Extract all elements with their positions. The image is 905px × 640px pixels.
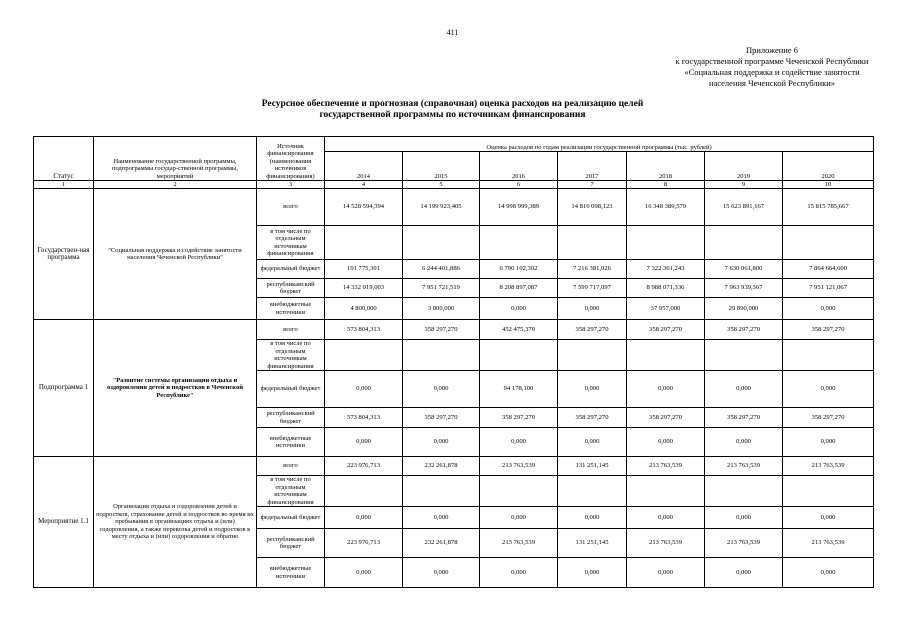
- source-incl: в том числе по отдельным источникам финансирования: [257, 226, 325, 260]
- value-cell: 358 297,270: [403, 320, 480, 340]
- value-cell: 0,000: [705, 371, 783, 408]
- value-cell: 358 297,270: [403, 408, 480, 428]
- value-cell: 223 976,713: [325, 529, 403, 558]
- value-cell: 0,000: [480, 428, 558, 457]
- value-cell: 573 804,313: [325, 408, 403, 428]
- value-cell: 0,000: [783, 298, 874, 320]
- value-cell: 7 951 721,519: [403, 279, 480, 298]
- value-cell: 358 297,270: [558, 320, 627, 340]
- value-cell: 7 864 664,600: [783, 260, 874, 279]
- financing-table: [33, 136, 874, 588]
- source-federal: федеральный бюджет: [257, 371, 325, 408]
- value-cell: 213 763,539: [783, 529, 874, 558]
- value-cell: 15 815 785,667: [783, 189, 874, 226]
- value-cell: 452 475,370: [480, 320, 558, 340]
- value-cell: 232 261,878: [403, 529, 480, 558]
- header-year: 2015: [403, 152, 480, 181]
- value-cell: 358 297,270: [705, 408, 783, 428]
- source-republic: республиканский бюджет: [257, 279, 325, 298]
- index-cell: 7: [558, 181, 627, 189]
- source-republic: республиканский бюджет: [257, 529, 325, 558]
- row-name: "Социальная поддержка и содействие занятости населения Чеченской Республики": [94, 189, 257, 320]
- value-cell: 0,000: [325, 507, 403, 529]
- value-cell: 213 763,539: [480, 457, 558, 476]
- source-federal: федеральный бюджет: [257, 507, 325, 529]
- source-total: всего: [257, 320, 325, 340]
- value-cell: 6 244 401,886: [403, 260, 480, 279]
- value-cell: 0,000: [705, 507, 783, 529]
- header-year: 2014: [325, 152, 403, 181]
- index-cell: 9: [705, 181, 783, 189]
- index-cell: 4: [325, 181, 403, 189]
- value-cell: 0,000: [403, 558, 480, 588]
- value-cell: 358 297,270: [480, 408, 558, 428]
- header-year: 2016: [480, 152, 558, 181]
- value-cell: 0,000: [783, 558, 874, 588]
- row-status: Мероприятие 1.1: [34, 457, 94, 588]
- value-cell: 7 216 381,026: [558, 260, 627, 279]
- source-offbudget: внебюджетные источники: [257, 298, 325, 320]
- value-cell: 0,000: [480, 507, 558, 529]
- value-cell: 14 528 594,394: [325, 189, 403, 226]
- value-cell: 16 348 389,579: [627, 189, 705, 226]
- index-cell: 1: [34, 181, 94, 189]
- value-cell: 0,000: [558, 298, 627, 320]
- value-cell: 213 763,539: [480, 529, 558, 558]
- source-federal: федеральный бюджет: [257, 260, 325, 279]
- source-total: всего: [257, 189, 325, 226]
- value-cell: 213 763,539: [705, 529, 783, 558]
- index-cell: 5: [403, 181, 480, 189]
- row-status: Подпрограмма 1: [34, 320, 94, 457]
- value-cell: 0,000: [783, 507, 874, 529]
- header-name: Наименование государственной программы, подпрограммы государ-ственной программы, мероприятий: [94, 137, 257, 181]
- table-row: [34, 320, 874, 340]
- value-cell: 15 623 891,167: [705, 189, 783, 226]
- row-name: Организация отдыха и оздоровления детей и подростков, страхование детей и подростков во время их пребывания в организациях отдыха и (или) оздоровления, а также перевозка детей и подростков к месту отдыха и (или) оздоровления и обратно: [94, 457, 257, 588]
- value-cell: 0,000: [558, 371, 627, 408]
- index-cell: 2: [94, 181, 257, 189]
- source-offbudget: внебюджетные источники: [257, 428, 325, 457]
- appendix-line: к государственной программе Чеченской Республики: [675, 56, 869, 66]
- value-cell: 213 763,539: [705, 457, 783, 476]
- value-cell: 8 988 071,336: [627, 279, 705, 298]
- value-cell: 223 976,713: [325, 457, 403, 476]
- value-cell: 7 599 717,097: [558, 279, 627, 298]
- value-cell: 0,000: [783, 428, 874, 457]
- value-cell: 0,000: [627, 507, 705, 529]
- appendix-line: Приложение 6: [746, 45, 798, 55]
- value-cell: 131 251,145: [558, 529, 627, 558]
- value-cell: 0,000: [480, 558, 558, 588]
- table-row: [34, 189, 874, 226]
- index-cell: 10: [783, 181, 874, 189]
- table-row: [34, 457, 874, 476]
- value-cell: 7 951 121,067: [783, 279, 874, 298]
- value-cell: 37 957,000: [627, 298, 705, 320]
- value-cell: 358 297,270: [558, 408, 627, 428]
- value-cell: 0,000: [558, 507, 627, 529]
- value-cell: 3 800,000: [403, 298, 480, 320]
- value-cell: 0,000: [558, 558, 627, 588]
- value-cell: 8 208 897,087: [480, 279, 558, 298]
- value-cell: 0,000: [403, 371, 480, 408]
- value-cell: 0,000: [325, 428, 403, 457]
- index-cell: 6: [480, 181, 558, 189]
- value-cell: 0,000: [325, 558, 403, 588]
- value-cell: 0,000: [480, 298, 558, 320]
- value-cell: 0,000: [403, 507, 480, 529]
- source-offbudget: внебюджетные источники: [257, 558, 325, 588]
- appendix-line: «Социальная поддержка и содействие занятости: [684, 67, 860, 77]
- value-cell: 7 322 361,243: [627, 260, 705, 279]
- value-cell: 0,000: [705, 428, 783, 457]
- value-cell: 0,000: [627, 558, 705, 588]
- appendix-line: населения Чеченской Республики»: [708, 78, 836, 88]
- index-cell: 3: [257, 181, 325, 189]
- value-cell: 0,000: [783, 371, 874, 408]
- row-status: Государствен-ная программа: [34, 189, 94, 320]
- value-cell: 4 800,000: [325, 298, 403, 320]
- value-cell: 6 790 102,302: [480, 260, 558, 279]
- header-source: Источник финансирования (наименования источников финансирования): [257, 137, 325, 181]
- page-number: 411: [446, 28, 459, 37]
- index-cell: 8: [627, 181, 705, 189]
- value-cell: 573 804,313: [325, 320, 403, 340]
- header-year: 2018: [627, 152, 705, 181]
- value-cell: 0,000: [627, 428, 705, 457]
- value-cell: 358 297,270: [705, 320, 783, 340]
- source-incl: в том числе по отдельным источникам финансирования: [257, 340, 325, 371]
- value-cell: 131 251,145: [558, 457, 627, 476]
- document-title: [120, 99, 785, 121]
- header-year: 2020: [783, 152, 874, 181]
- value-cell: 213 763,539: [627, 457, 705, 476]
- row-name: "Развитие системы организации отдыха и оздоровления детей и подростков в Чеченской Республике": [94, 320, 257, 457]
- value-cell: 358 297,270: [627, 408, 705, 428]
- value-cell: 232 261,878: [403, 457, 480, 476]
- title-line: государственной программы по источникам финансирования: [319, 110, 586, 120]
- value-cell: 14 332 019,003: [325, 279, 403, 298]
- value-cell: 0,000: [325, 371, 403, 408]
- source-republic: республиканский бюджет: [257, 408, 325, 428]
- value-cell: 358 297,270: [783, 408, 874, 428]
- source-total: всего: [257, 457, 325, 476]
- header-status: Статус: [34, 137, 94, 181]
- header-year: 2019: [705, 152, 783, 181]
- value-cell: 191 775,391: [325, 260, 403, 279]
- header-year: 2017: [558, 152, 627, 181]
- value-cell: 358 297,270: [783, 320, 874, 340]
- title-line: Ресурсное обеспечение и прогнозная (справочная) оценка расходов на реализацию целей: [261, 99, 644, 109]
- value-cell: 14 816 098,123: [558, 189, 627, 226]
- value-cell: 7 630 061,800: [705, 260, 783, 279]
- value-cell: 213 763,539: [627, 529, 705, 558]
- source-incl: в том числе по отдельным источникам финансирования: [257, 476, 325, 507]
- value-cell: 29 890,000: [705, 298, 783, 320]
- value-cell: 0,000: [403, 428, 480, 457]
- value-cell: 14 998 999,389: [480, 189, 558, 226]
- header-estimate: Оценка расходов по годам реализации государственной программы (тыс. рублей): [325, 137, 874, 152]
- value-cell: 0,000: [627, 371, 705, 408]
- value-cell: 0,000: [558, 428, 627, 457]
- value-cell: 7 963 939,367: [705, 279, 783, 298]
- value-cell: 14 199 923,405: [403, 189, 480, 226]
- appendix-note: [652, 45, 892, 89]
- value-cell: 358 297,270: [627, 320, 705, 340]
- value-cell: 213 763,539: [783, 457, 874, 476]
- value-cell: 0,000: [705, 558, 783, 588]
- value-cell: 94 178,100: [480, 371, 558, 408]
